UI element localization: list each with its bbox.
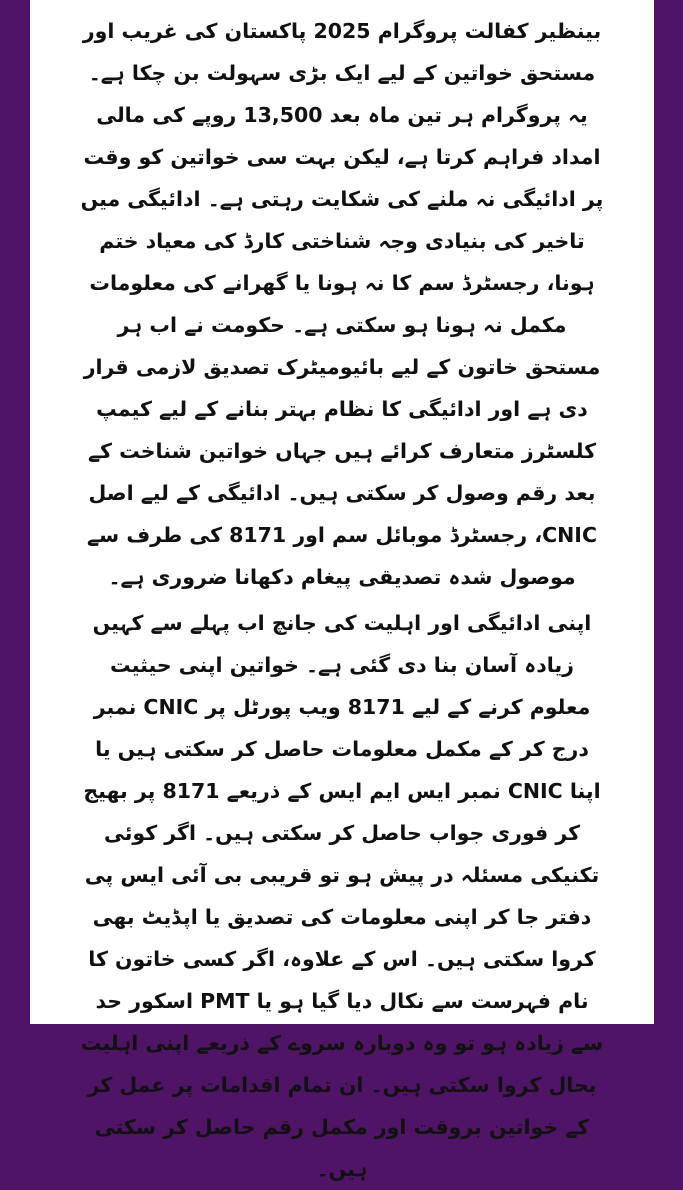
- article-body: [80, 10, 604, 1181]
- right-border: [654, 0, 683, 1024]
- article-paragraph-2: اپنی ادائیگی اور اہلیت کی جانچ اب پہلے سے کہیں زیادہ آسان بنا دی گئی ہے۔ خواتین اپنی حیثیت معلوم کرنے کے لیے 8171 ویب پورٹل پر CNIC نمبر درج کر کے مکمل معلومات حاصل کر سکتی ہیں یا اپنا CNIC نمبر ایس ایم ایس کے ذریعے 8171 پر بھیج کر فوری جواب حاصل کر سکتی ہیں۔ اگر کوئی تکنیکی مسئلہ در پیش ہو تو قریبی بی آئی ایس پی دفتر جا کر اپنی معلومات کی تصدیق یا اپڈیٹ بھی کروا سکتی ہیں۔ اس کے علاوہ، اگر کسی خاتون کا نام فہرست سے نکال دیا گیا ہو یا PMT اسکور حد سے زیادہ ہو تو وہ دوبارہ سروے کے ذریعے اپنی اہلیت بحال کروا سکتی ہیں۔ ان تمام اقدامات پر عمل کر کے خواتین بروقت اور مکمل رقم حاصل کر سکتی ہیں۔: [80, 611, 604, 1181]
- article-page: [30, 0, 654, 1181]
- left-border: [0, 0, 30, 1024]
- article-paragraph-1: بینظیر کفالت پروگرام 2025 پاکستان کی غریب اور مستحق خواتین کے لیے ایک بڑی سہولت بن چکا ہے۔ یہ پروگرام ہر تین ماہ بعد 13,500 روپے کی مالی امداد فراہم کرتا ہے، لیکن بہت سی خواتین کو وقت پر ادائیگی نہ ملنے کی شکایت رہتی ہے۔ ادائیگی میں تاخیر کی بنیادی وجہ شناختی کارڈ کی معیاد ختم ہونا، رجسٹرڈ سم کا نہ ہونا یا گھرانے کی معلومات مکمل نہ ہونا ہو سکتی ہے۔ حکومت نے اب ہر مستحق خاتون کے لیے بائیومیٹرک تصدیق لازمی قرار دی ہے اور ادائیگی کا نظام بہتر بنانے کے لیے کیمپ کلسٹرز متعارف کرائے ہیں جہاں خواتین شناخت کے بعد رقم وصول کر سکتی ہیں۔ ادائیگی کے لیے اصل CNIC، رجسٹرڈ موبائل سم اور 8171 کی طرف سے موصول شدہ تصدیقی پیغام دکھانا ضروری ہے۔: [80, 19, 604, 589]
